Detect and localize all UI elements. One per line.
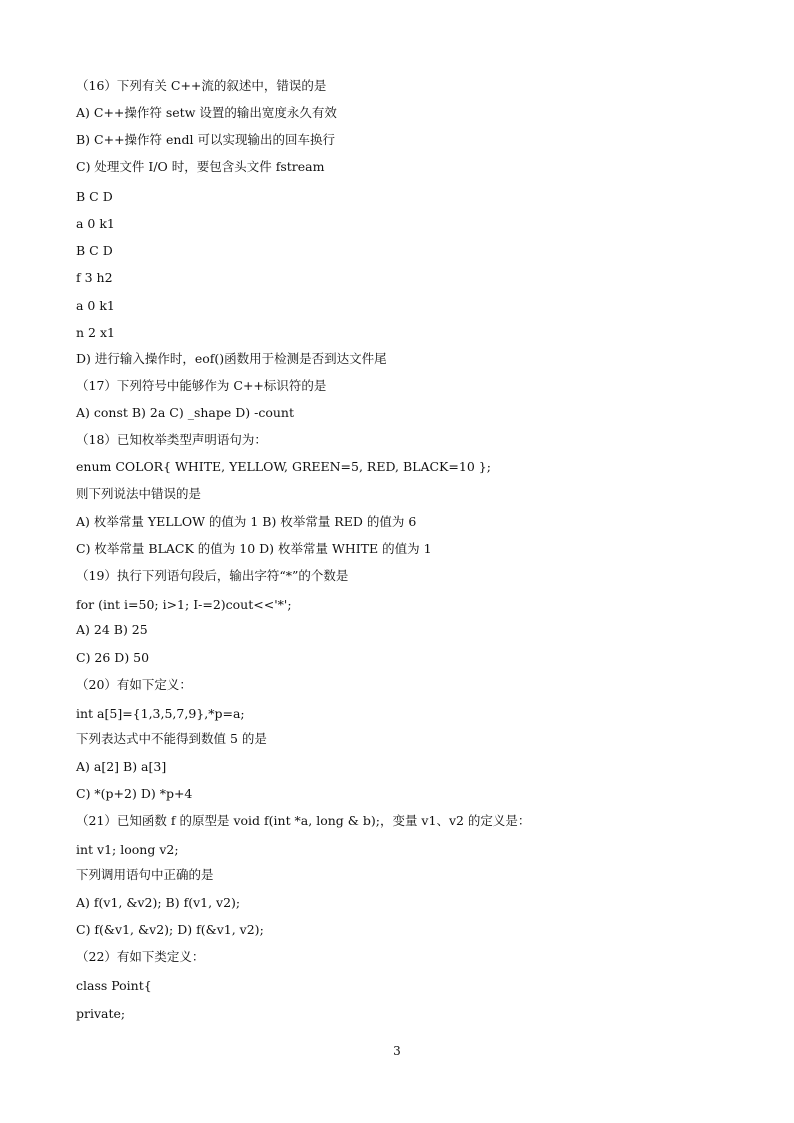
- text-line: B C D: [76, 189, 113, 204]
- text-line: C) f(&v1, &v2); D) f(&v1, v2);: [76, 922, 264, 937]
- text-line: A) f(v1, &v2); B) f(v1, v2);: [76, 895, 241, 910]
- text-line: C) *(p+2) D) *p+4: [76, 786, 193, 801]
- text-line: C) 26 D) 50: [76, 650, 150, 665]
- text-line: C) 枚举常量 BLACK 的值为 10 D) 枚举常量 WHITE 的值为 1: [76, 541, 432, 556]
- text-line: （16）下列有关 C++流的叙述中，错误的是: [76, 78, 327, 93]
- text-line: f 3 h2: [76, 270, 113, 285]
- text-line: C) 处理文件 I/O 时，要包含头文件 fstream: [76, 159, 325, 174]
- text-line: int a[5]={1,3,5,7,9},*p=a;: [76, 706, 245, 721]
- text-line: int v1; loong v2;: [76, 842, 179, 857]
- text-line: 则下列说法中错误的是: [76, 486, 202, 501]
- text-line: enum COLOR{ WHITE, YELLOW, GREEN=5, RED, BLACK=10 };: [76, 459, 491, 474]
- text-line: （17）下列符号中能够作为 C++标识符的是: [76, 378, 327, 393]
- text-line: A) C++操作符 setw 设置的输出宽度永久有效: [76, 105, 337, 120]
- text-line: a 0 k1: [76, 298, 115, 313]
- text-line: 下列表达式中不能得到数值 5 的是: [76, 731, 267, 746]
- text-line: A) a[2] B) a[3]: [76, 759, 167, 774]
- text-line: private;: [76, 1006, 126, 1021]
- text-line: A) 枚举常量 YELLOW 的值为 1 B) 枚举常量 RED 的值为 6: [76, 514, 417, 529]
- text-line: （21）已知函数 f 的原型是 void f(int *a, long & b);，变量 v1、v2 的定义是：: [76, 813, 531, 828]
- text-line: （20）有如下定义：: [76, 677, 192, 692]
- text-line: B C D: [76, 243, 113, 258]
- text-line: （19）执行下列语句段后，输出字符“*”的个数是: [76, 568, 349, 583]
- text-line: class Point{: [76, 978, 152, 993]
- text-line: B) C++操作符 endl 可以实现输出的回车换行: [76, 132, 335, 147]
- text-line: A) 24 B) 25: [76, 622, 148, 637]
- text-line: n 2 x1: [76, 325, 115, 340]
- page-number: 3: [393, 1044, 401, 1058]
- text-line: a 0 k1: [76, 216, 115, 231]
- text-line: （22）有如下类定义：: [76, 949, 205, 964]
- text-line: for (int i=50; i>1; I-=2)cout<<'*';: [76, 597, 292, 612]
- text-line: A) const B) 2a C) _shape D) -count: [76, 405, 294, 420]
- text-line: D) 进行输入操作时，eof()函数用于检测是否到达文件尾: [76, 351, 387, 366]
- text-line: （18）已知枚举类型声明语句为：: [76, 432, 267, 447]
- text-line: 下列调用语句中正确的是: [76, 867, 214, 882]
